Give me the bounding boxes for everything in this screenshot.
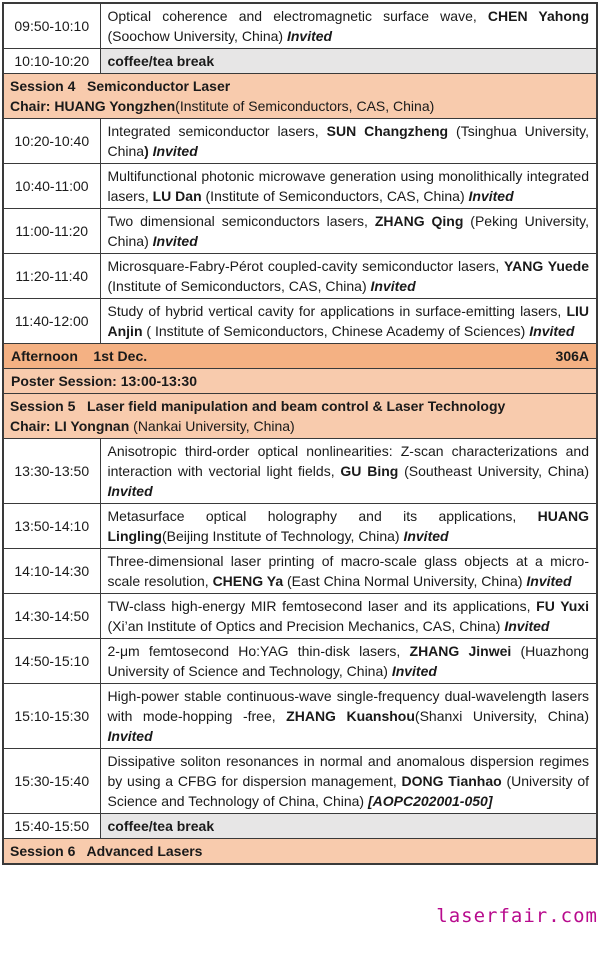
text-segment: Invited bbox=[152, 233, 198, 249]
text-segment: (Xi’an Institute of Optics and Precision Mechanics, CAS, China) bbox=[107, 618, 505, 634]
poster-session-row bbox=[3, 369, 597, 394]
text-segment: Multifunctional photonic microwave generation using monolithically integrated lasers, bbox=[107, 168, 589, 204]
talk-content-cell bbox=[100, 594, 597, 639]
talk-row bbox=[3, 3, 597, 49]
text-segment: Optical coherence and electromagnetic surface wave, bbox=[107, 8, 488, 24]
talk-row bbox=[3, 439, 597, 504]
time-cell: 13:30-13:50 bbox=[3, 439, 100, 504]
time-cell: 10:10-10:20 bbox=[3, 49, 100, 74]
text-segment: HUANG Lingling bbox=[107, 508, 589, 544]
text-segment: (Southeast University, China) bbox=[398, 463, 589, 479]
text-segment: (University of Science and Technology of China, China) bbox=[107, 773, 589, 809]
talk-row bbox=[3, 504, 597, 549]
break-label-cell: coffee/tea break bbox=[100, 49, 597, 74]
text-segment: (Institute of Semiconductors, CAS, China) bbox=[201, 188, 469, 204]
talk-content-cell bbox=[100, 549, 597, 594]
talk-content-cell bbox=[100, 504, 597, 549]
session-header-cell bbox=[3, 74, 597, 119]
talk-content-cell bbox=[100, 164, 597, 209]
text-segment: Dissipative soliton resonances in normal and anomalous dispersion regimes by using a CFBG for dispersion management, bbox=[107, 753, 589, 789]
text-segment: (Institute of Semiconductors, CAS, China) bbox=[107, 278, 371, 294]
text-segment: 2-μm femtosecond Ho:YAG thin-disk lasers, bbox=[107, 643, 410, 659]
text-segment: Invited bbox=[107, 728, 153, 744]
talk-row bbox=[3, 749, 597, 814]
talk-row bbox=[3, 164, 597, 209]
text-segment: Chair: LI Yongnan bbox=[10, 418, 130, 434]
time-cell: 15:30-15:40 bbox=[3, 749, 100, 814]
break-label-cell: coffee/tea break bbox=[100, 814, 597, 839]
talk-content-cell bbox=[100, 299, 597, 344]
session-header-line bbox=[10, 76, 590, 96]
text-segment: (Soochow University, China) bbox=[107, 28, 287, 44]
text-segment: (Institute of Semiconductors, CAS, China) bbox=[175, 98, 435, 114]
talk-row bbox=[3, 594, 597, 639]
text-segment: Session 6 Advanced Lasers bbox=[10, 843, 203, 859]
room-number: 306A bbox=[555, 348, 589, 364]
text-segment: TW-class high-energy MIR femtosecond laser and its applications, bbox=[107, 598, 537, 614]
text-segment: Anisotropic third-order optical nonlinearities: Z-scan characterizations and interaction with vectorial light fields, bbox=[107, 443, 589, 479]
day-banner-content bbox=[11, 346, 589, 366]
talk-content-cell bbox=[100, 684, 597, 749]
day-banner-left: Afternoon 1st Dec. bbox=[11, 348, 148, 364]
text-segment: Three-dimensional laser printing of macro-scale glass objects at a micro-scale resolution, bbox=[107, 553, 589, 589]
text-segment: Invited bbox=[529, 323, 575, 339]
time-cell: 14:30-14:50 bbox=[3, 594, 100, 639]
time-cell: 14:10-14:30 bbox=[3, 549, 100, 594]
text-segment: Invited bbox=[107, 483, 153, 499]
time-cell: 13:50-14:10 bbox=[3, 504, 100, 549]
talk-row bbox=[3, 254, 597, 299]
text-segment: ZHANG Qing bbox=[374, 213, 464, 229]
watermark-text: laserfair.com bbox=[436, 905, 598, 927]
text-segment: Invited bbox=[403, 528, 449, 544]
session-header-row bbox=[3, 839, 597, 865]
text-segment: Invited bbox=[286, 28, 333, 44]
talk-content-cell bbox=[100, 639, 597, 684]
text-segment: GU Bing bbox=[340, 463, 399, 479]
talk-row bbox=[3, 684, 597, 749]
day-banner-row bbox=[3, 344, 597, 369]
text-segment: FU Yuxi bbox=[536, 598, 590, 614]
talk-row bbox=[3, 119, 597, 164]
session-header-row bbox=[3, 394, 597, 439]
text-segment: Invited bbox=[370, 278, 416, 294]
talk-content-cell bbox=[100, 439, 597, 504]
session-header-row bbox=[3, 74, 597, 119]
text-segment: YANG Yuede bbox=[504, 258, 589, 274]
session-header-line bbox=[10, 96, 590, 116]
time-cell: 11:40-12:00 bbox=[3, 299, 100, 344]
talk-content-cell bbox=[100, 254, 597, 299]
text-segment: ( Institute of Semiconductors, Chinese Academy of Sciences) bbox=[142, 323, 530, 339]
text-segment: Study of hybrid vertical cavity for applications in surface-emitting lasers, bbox=[107, 303, 567, 319]
text-segment: ZHANG Jinwei bbox=[409, 643, 512, 659]
talk-content-cell bbox=[100, 119, 597, 164]
text-segment: (Tsinghua University, China bbox=[107, 123, 589, 159]
talk-row bbox=[3, 639, 597, 684]
text-segment: Two dimensional semiconductors lasers, bbox=[107, 213, 375, 229]
text-segment: Invited bbox=[504, 618, 550, 634]
schedule-table bbox=[2, 2, 598, 865]
text-segment: LU Dan bbox=[152, 188, 202, 204]
break-row bbox=[3, 49, 597, 74]
time-cell: 14:50-15:10 bbox=[3, 639, 100, 684]
time-cell: 10:20-10:40 bbox=[3, 119, 100, 164]
text-segment: ) bbox=[144, 143, 153, 159]
text-segment: DONG Tianhao bbox=[401, 773, 502, 789]
text-segment: (East China Normal University, China) bbox=[283, 573, 527, 589]
session-header-cell bbox=[3, 839, 597, 865]
text-segment: Integrated semiconductor lasers, bbox=[107, 123, 327, 139]
talk-row bbox=[3, 549, 597, 594]
day-banner-cell bbox=[3, 344, 597, 369]
text-segment: Invited bbox=[526, 573, 572, 589]
text-segment: (Beijing Institute of Technology, China) bbox=[161, 528, 404, 544]
session-header-cell bbox=[3, 394, 597, 439]
text-segment: CHENG Ya bbox=[212, 573, 284, 589]
text-segment: ZHANG Kuanshou bbox=[286, 708, 415, 724]
text-segment: High-power stable continuous-wave single-frequency dual-wavelength lasers with mode-hopping -free, bbox=[107, 688, 589, 724]
session-header-line bbox=[10, 396, 590, 416]
text-segment: SUN Changzheng bbox=[326, 123, 449, 139]
time-cell: 11:20-11:40 bbox=[3, 254, 100, 299]
talk-row bbox=[3, 209, 597, 254]
time-cell: 09:50-10:10 bbox=[3, 3, 100, 49]
text-segment: CHEN Yahong bbox=[487, 8, 589, 24]
text-segment: Invited bbox=[468, 188, 514, 204]
text-segment: Chair: HUANG Yongzhen bbox=[10, 98, 176, 114]
session-header-line bbox=[10, 841, 590, 861]
text-segment: Microsquare-Fabry-Pérot coupled-cavity semiconductor lasers, bbox=[107, 258, 505, 274]
talk-content-cell bbox=[100, 209, 597, 254]
time-cell: 11:00-11:20 bbox=[3, 209, 100, 254]
text-segment: Metasurface optical holography and its applications, bbox=[107, 508, 538, 524]
text-segment: [AOPC202001-050] bbox=[367, 793, 493, 809]
break-row bbox=[3, 814, 597, 839]
talk-content-cell bbox=[100, 749, 597, 814]
text-segment: (Peking University, China) bbox=[107, 213, 589, 249]
time-cell: 15:40-15:50 bbox=[3, 814, 100, 839]
time-cell: 10:40-11:00 bbox=[3, 164, 100, 209]
text-segment: Session 4 Semiconductor Laser bbox=[10, 78, 231, 94]
text-segment: Invited bbox=[391, 663, 437, 679]
text-segment: LIU Anjin bbox=[107, 303, 589, 339]
talk-content-cell bbox=[100, 3, 597, 49]
session-header-line bbox=[10, 416, 590, 436]
text-segment: (Shanxi University, China) bbox=[414, 708, 589, 724]
poster-session-cell: Poster Session: 13:00-13:30 bbox=[3, 369, 597, 394]
text-segment: (Nankai University, China) bbox=[129, 418, 295, 434]
text-segment: Invited bbox=[152, 143, 198, 159]
schedule-table-body bbox=[3, 3, 597, 864]
time-cell: 15:10-15:30 bbox=[3, 684, 100, 749]
text-segment: Session 5 Laser field manipulation and beam control & Laser Technology bbox=[10, 398, 506, 414]
text-segment: (Huazhong University of Science and Technology, China) bbox=[107, 643, 589, 679]
talk-row bbox=[3, 299, 597, 344]
